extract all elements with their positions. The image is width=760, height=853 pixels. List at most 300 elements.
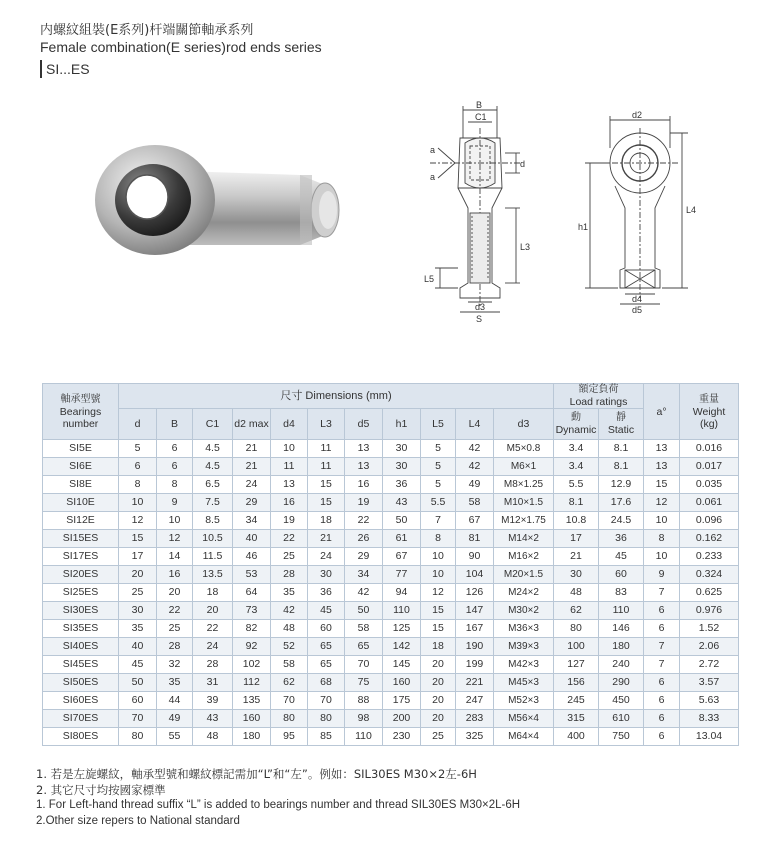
table-cell: 0.061 (680, 494, 739, 512)
table-cell: 0.096 (680, 512, 739, 530)
table-cell: 11 (308, 440, 345, 458)
table-cell: 20 (119, 566, 157, 584)
table-cell: 39 (193, 692, 233, 710)
table-cell: 22 (193, 620, 233, 638)
bearing-number-cell: SI15ES (43, 530, 119, 548)
thread-cell: M6×1 (494, 458, 554, 476)
table-cell: 104 (456, 566, 494, 584)
bearing-number-cell: SI6E (43, 458, 119, 476)
header-d4: d4 (271, 409, 308, 440)
table-cell: 98 (345, 710, 383, 728)
bearing-number-cell: SI25ES (43, 584, 119, 602)
table-cell: 48 (271, 620, 308, 638)
table-cell: 30 (119, 602, 157, 620)
dim-label-b: B (476, 100, 483, 110)
table-cell: 1.52 (680, 620, 739, 638)
dim-label-l4: L4 (686, 205, 697, 215)
table-cell: 28 (193, 656, 233, 674)
table-cell: 6 (644, 674, 680, 692)
table-cell: 29 (345, 548, 383, 566)
table-cell: 7.5 (193, 494, 233, 512)
table-cell: 13.04 (680, 728, 739, 746)
bearing-number-cell: SI17ES (43, 548, 119, 566)
table-cell: 60 (599, 566, 644, 584)
table-row (43, 458, 739, 476)
table-cell: 10 (644, 548, 680, 566)
table-cell: 9 (157, 494, 193, 512)
table-cell: 15 (644, 476, 680, 494)
table-cell: 30 (554, 566, 599, 584)
table-cell: 8 (421, 530, 456, 548)
note-en-1: 1. For Left-hand thread suffix “L” is added to bearings number and thread SIL30ES M30×2L-6H (36, 799, 521, 811)
table-cell: 40 (233, 530, 271, 548)
thread-cell: M64×4 (494, 728, 554, 746)
bearing-number-cell: SI20ES (43, 566, 119, 584)
table-cell: 12 (644, 494, 680, 512)
table-cell: 0.976 (680, 602, 739, 620)
table-cell: 36 (383, 476, 421, 494)
table-cell: 49 (456, 476, 494, 494)
table-cell: 48 (554, 584, 599, 602)
table-cell: 80 (554, 620, 599, 638)
table-cell: 400 (554, 728, 599, 746)
table-cell: 199 (456, 656, 494, 674)
thread-cell: M30×2 (494, 602, 554, 620)
table-cell: 15 (119, 530, 157, 548)
table-cell: 13 (644, 440, 680, 458)
dim-label-l5: L5 (424, 274, 435, 284)
table-cell: 90 (456, 548, 494, 566)
table-cell: 42 (271, 602, 308, 620)
table-row (43, 728, 739, 746)
table-cell: 35 (119, 620, 157, 638)
dim-label-h1: h1 (578, 222, 589, 232)
table-row (43, 692, 739, 710)
thread-cell: M12×1.75 (494, 512, 554, 530)
table-cell: 12 (157, 530, 193, 548)
bearing-number-cell: SI5E (43, 440, 119, 458)
table-cell: 10 (421, 566, 456, 584)
table-cell: 9 (644, 566, 680, 584)
dim-label-d5: d5 (632, 305, 643, 315)
dim-label-a-bottom: a (430, 172, 436, 182)
table-cell: 30 (383, 458, 421, 476)
thread-cell: M8×1.25 (494, 476, 554, 494)
table-cell: 42 (456, 458, 494, 476)
table-cell: 10 (421, 548, 456, 566)
table-cell: 8.1 (599, 440, 644, 458)
thread-cell: M52×3 (494, 692, 554, 710)
table-cell: 6 (644, 728, 680, 746)
table-cell: 20 (421, 710, 456, 728)
bearing-number-cell: SI30ES (43, 602, 119, 620)
bearing-number-cell: SI12E (43, 512, 119, 530)
table-cell: 175 (383, 692, 421, 710)
table-row (43, 638, 739, 656)
table-cell: 30 (308, 566, 345, 584)
table-cell: 17 (554, 530, 599, 548)
table-cell: 110 (345, 728, 383, 746)
table-cell: 40 (119, 638, 157, 656)
table-cell: 6 (644, 692, 680, 710)
table-cell: 5 (421, 458, 456, 476)
thread-cell: M56×4 (494, 710, 554, 728)
table-cell: 8 (119, 476, 157, 494)
header-static: 靜 Static (599, 409, 644, 440)
dim-label-d: d (520, 159, 526, 169)
table-cell: 34 (233, 512, 271, 530)
table-cell: 15 (308, 476, 345, 494)
table-row (43, 512, 739, 530)
table-cell: 26 (345, 530, 383, 548)
table-cell: 64 (233, 584, 271, 602)
table-cell: 6 (644, 710, 680, 728)
table-cell: 77 (383, 566, 421, 584)
table-cell: 13 (345, 440, 383, 458)
table-cell: 20 (421, 656, 456, 674)
table-cell: 31 (193, 674, 233, 692)
table-cell: 19 (271, 512, 308, 530)
table-cell: 12 (119, 512, 157, 530)
table-cell: 147 (456, 602, 494, 620)
header-b: B (157, 409, 193, 440)
table-cell: 61 (383, 530, 421, 548)
table-cell: 167 (456, 620, 494, 638)
dim-label-l3: L3 (520, 242, 530, 252)
header-dynamic: 動 Dynamic (554, 409, 599, 440)
table-cell: 65 (308, 638, 345, 656)
header-l3: L3 (308, 409, 345, 440)
table-cell: 20 (193, 602, 233, 620)
table-cell: 200 (383, 710, 421, 728)
series-code: SI...ES (40, 60, 370, 78)
table-cell: 180 (233, 728, 271, 746)
table-cell: 73 (233, 602, 271, 620)
header-c1: C1 (193, 409, 233, 440)
table-cell: 160 (233, 710, 271, 728)
table-row (43, 620, 739, 638)
table-cell: 60 (308, 620, 345, 638)
table-cell: 16 (271, 494, 308, 512)
dim-label-d4: d4 (632, 294, 643, 304)
table-cell: 19 (345, 494, 383, 512)
table-cell: 22 (271, 530, 308, 548)
table-cell: 70 (308, 692, 345, 710)
header-bearing-number: 軸承型號 Bearings number (43, 384, 119, 440)
table-cell: 18 (421, 638, 456, 656)
table-cell: 146 (599, 620, 644, 638)
table-cell: 58 (345, 620, 383, 638)
table-cell: 70 (271, 692, 308, 710)
table-cell: 80 (271, 710, 308, 728)
table-cell: 6 (157, 458, 193, 476)
table-cell: 25 (157, 620, 193, 638)
table-cell: 8.5 (193, 512, 233, 530)
title-chinese: 内螺紋組裝(E系列)杆端關節軸承系列 (40, 23, 254, 38)
bearing-number-cell: SI80ES (43, 728, 119, 746)
bearing-number-cell: SI10E (43, 494, 119, 512)
table-cell: 10.8 (554, 512, 599, 530)
table-cell: 83 (599, 584, 644, 602)
table-cell: 325 (456, 728, 494, 746)
table-cell: 20 (157, 584, 193, 602)
header-dimensions: 尺寸 Dimensions (mm) (119, 384, 554, 409)
table-cell: 81 (456, 530, 494, 548)
table-cell: 8 (157, 476, 193, 494)
table-cell: 11 (271, 458, 308, 476)
bearing-number-cell: SI70ES (43, 710, 119, 728)
table-cell: 160 (383, 674, 421, 692)
table-cell: 18 (193, 584, 233, 602)
table-cell: 0.324 (680, 566, 739, 584)
title-english: Female combination(E series)rod ends series (40, 39, 322, 55)
table-cell: 21 (308, 530, 345, 548)
table-cell: 58 (456, 494, 494, 512)
table-cell: 70 (119, 710, 157, 728)
table-row (43, 548, 739, 566)
table-cell: 50 (119, 674, 157, 692)
table-cell: 17 (119, 548, 157, 566)
table-cell: 80 (119, 728, 157, 746)
thread-cell: M36×3 (494, 620, 554, 638)
table-row (43, 584, 739, 602)
table-cell: 230 (383, 728, 421, 746)
table-cell: 16 (157, 566, 193, 584)
thread-cell: M20×1.5 (494, 566, 554, 584)
header-d3: d3 (494, 409, 554, 440)
table-cell: 25 (421, 728, 456, 746)
table-cell: 4.5 (193, 458, 233, 476)
table-cell: 245 (554, 692, 599, 710)
table-cell: 8.1 (554, 494, 599, 512)
table-cell: 60 (119, 692, 157, 710)
table-cell: 5 (421, 440, 456, 458)
table-cell: 22 (345, 512, 383, 530)
table-cell: 82 (233, 620, 271, 638)
table-cell: 70 (345, 656, 383, 674)
table-cell: 12 (421, 584, 456, 602)
table-cell: 10.5 (193, 530, 233, 548)
header-angle: a° (644, 384, 680, 440)
header-d2max: d2 max (233, 409, 271, 440)
table-cell: 48 (193, 728, 233, 746)
table-cell: 43 (193, 710, 233, 728)
table-cell: 30 (383, 440, 421, 458)
table-cell: 42 (456, 440, 494, 458)
table-cell: 10 (271, 440, 308, 458)
table-cell: 11 (308, 458, 345, 476)
table-cell: 58 (271, 656, 308, 674)
dim-label-c1: C1 (475, 112, 487, 122)
table-cell: 53 (233, 566, 271, 584)
table-cell: 0.625 (680, 584, 739, 602)
dim-label-d2: d2 (632, 110, 643, 120)
table-cell: 135 (233, 692, 271, 710)
note-cn-2: 2. 其它尺寸均按國家標準 (36, 782, 166, 797)
table-cell: 750 (599, 728, 644, 746)
table-cell: 17.6 (599, 494, 644, 512)
table-cell: 13 (644, 458, 680, 476)
table-cell: 180 (599, 638, 644, 656)
table-cell: 3.4 (554, 440, 599, 458)
table-cell: 156 (554, 674, 599, 692)
table-cell: 20 (421, 692, 456, 710)
cross-section-drawing (420, 98, 530, 323)
table-cell: 42 (345, 584, 383, 602)
thread-cell: M45×3 (494, 674, 554, 692)
table-cell: 50 (383, 512, 421, 530)
note-cn-1: 1. 若是左旋螺紋，軸承型號和螺紋標記需加“L”和“左”。例如：SIL30ES M30×2左-6H (36, 767, 477, 781)
table-cell: 32 (157, 656, 193, 674)
table-cell: 14 (157, 548, 193, 566)
table-cell: 8 (644, 530, 680, 548)
table-cell: 2.06 (680, 638, 739, 656)
header-d5: d5 (345, 409, 383, 440)
table-cell: 21 (554, 548, 599, 566)
table-row (43, 494, 739, 512)
table-cell: 43 (383, 494, 421, 512)
table-cell: 8.33 (680, 710, 739, 728)
table-cell: 94 (383, 584, 421, 602)
bearing-number-cell: SI45ES (43, 656, 119, 674)
table-cell: 0.016 (680, 440, 739, 458)
table-cell: 25 (271, 548, 308, 566)
table-cell: 247 (456, 692, 494, 710)
table-cell: 5 (421, 476, 456, 494)
table-cell: 65 (345, 638, 383, 656)
thread-cell: M14×2 (494, 530, 554, 548)
table-cell: 13 (345, 458, 383, 476)
table-cell: 44 (157, 692, 193, 710)
table-cell: 6 (157, 440, 193, 458)
table-cell: 46 (233, 548, 271, 566)
table-cell: 95 (271, 728, 308, 746)
table-cell: 45 (599, 548, 644, 566)
header-h1: h1 (383, 409, 421, 440)
table-cell: 55 (157, 728, 193, 746)
table-cell: 68 (308, 674, 345, 692)
table-cell: 15 (421, 620, 456, 638)
table-row (43, 566, 739, 584)
table-cell: 10 (644, 512, 680, 530)
table-row (43, 530, 739, 548)
table-cell: 45 (308, 602, 345, 620)
header-weight: 重量 Weight (kg) (680, 384, 739, 440)
table-cell: 283 (456, 710, 494, 728)
table-row (43, 476, 739, 494)
table-cell: 112 (233, 674, 271, 692)
table-cell: 34 (345, 566, 383, 584)
table-cell: 67 (383, 548, 421, 566)
table-cell: 610 (599, 710, 644, 728)
table-cell: 62 (554, 602, 599, 620)
thread-cell: M42×3 (494, 656, 554, 674)
header (40, 22, 370, 78)
table-cell: 88 (345, 692, 383, 710)
table-cell: 35 (157, 674, 193, 692)
table-cell: 450 (599, 692, 644, 710)
table-cell: 75 (345, 674, 383, 692)
table-cell: 0.035 (680, 476, 739, 494)
table-row (43, 710, 739, 728)
bearing-number-cell: SI50ES (43, 674, 119, 692)
table-cell: 13.5 (193, 566, 233, 584)
table-cell: 67 (456, 512, 494, 530)
table-row (43, 440, 739, 458)
table-cell: 102 (233, 656, 271, 674)
table-cell: 28 (271, 566, 308, 584)
table-cell: 3.57 (680, 674, 739, 692)
table-cell: 6.5 (193, 476, 233, 494)
table-cell: 290 (599, 674, 644, 692)
table-cell: 5.63 (680, 692, 739, 710)
table-cell: 190 (456, 638, 494, 656)
table-cell: 25 (119, 584, 157, 602)
table-cell: 45 (119, 656, 157, 674)
dim-label-d3: d3 (475, 302, 486, 312)
table-cell: 5.5 (421, 494, 456, 512)
thread-cell: M5×0.8 (494, 440, 554, 458)
table-cell: 36 (599, 530, 644, 548)
table-cell: 7 (644, 584, 680, 602)
table-cell: 110 (599, 602, 644, 620)
bearing-number-cell: SI60ES (43, 692, 119, 710)
table-cell: 8.1 (599, 458, 644, 476)
header-load-ratings: 額定負荷 Load ratings (554, 384, 644, 409)
table-cell: 20 (421, 674, 456, 692)
front-view-drawing (570, 108, 700, 318)
table-row (43, 656, 739, 674)
table-cell: 11.5 (193, 548, 233, 566)
table-cell: 7 (644, 638, 680, 656)
table-row (43, 674, 739, 692)
table-cell: 6 (644, 602, 680, 620)
table-cell: 24 (233, 476, 271, 494)
table-cell: 126 (456, 584, 494, 602)
table-cell: 6 (119, 458, 157, 476)
bearing-number-cell: SI8E (43, 476, 119, 494)
table-cell: 0.162 (680, 530, 739, 548)
table-cell: 80 (308, 710, 345, 728)
table-cell: 2.72 (680, 656, 739, 674)
table-cell: 52 (271, 638, 308, 656)
table-cell: 21 (233, 440, 271, 458)
header-l5: L5 (421, 409, 456, 440)
table-cell: 142 (383, 638, 421, 656)
table-cell: 24 (193, 638, 233, 656)
bearing-number-cell: SI35ES (43, 620, 119, 638)
thread-cell: M10×1.5 (494, 494, 554, 512)
table-cell: 100 (554, 638, 599, 656)
table-cell: 6 (644, 620, 680, 638)
table-cell: 7 (421, 512, 456, 530)
table-cell: 13 (271, 476, 308, 494)
table-cell: 110 (383, 602, 421, 620)
dim-label-s: S (476, 314, 483, 323)
rod-end-photo (85, 115, 360, 290)
table-cell: 92 (233, 638, 271, 656)
bearing-number-cell: SI40ES (43, 638, 119, 656)
table-cell: 18 (308, 512, 345, 530)
table-cell: 0.017 (680, 458, 739, 476)
table-cell: 127 (554, 656, 599, 674)
table-cell: 35 (271, 584, 308, 602)
table-cell: 125 (383, 620, 421, 638)
table-cell: 49 (157, 710, 193, 728)
notes (36, 767, 520, 829)
table-cell: 29 (233, 494, 271, 512)
table-cell: 5.5 (554, 476, 599, 494)
